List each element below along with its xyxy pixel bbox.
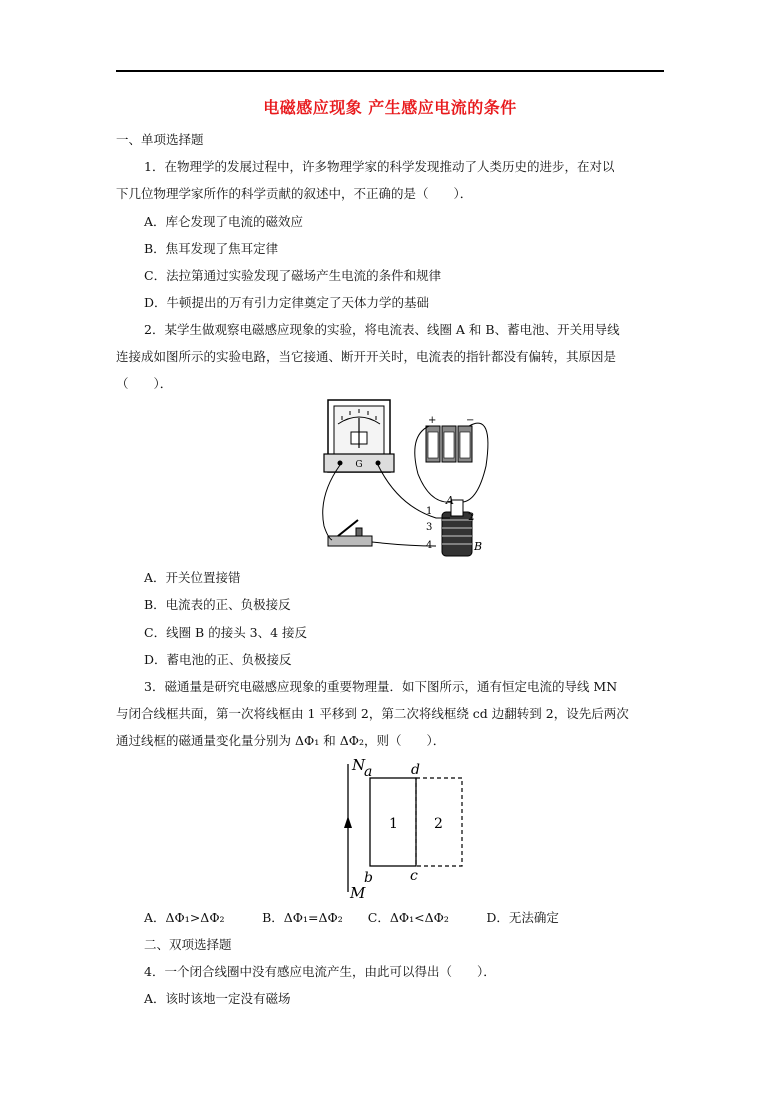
switch	[328, 520, 372, 546]
label-d: d	[411, 762, 420, 778]
label-m: M	[350, 884, 366, 902]
terminal-2: 2	[468, 512, 475, 523]
q1-option-a: A．库仑发现了电流的磁效应	[144, 214, 304, 229]
section-heading-single-choice: 一、单项选择题	[116, 132, 204, 147]
label-b: b	[364, 870, 373, 886]
q2-option-c: C．线圈 B 的接头 3、4 接反	[144, 625, 308, 640]
battery-plus: +	[428, 415, 437, 426]
question-2-text-cont: 连接成如图所示的实验电路，当它接通、断开开关时，电流表的指针都没有偏转，其原因是	[116, 349, 617, 364]
region-1-label: 1	[389, 816, 398, 832]
galvanometer	[324, 400, 394, 472]
question-1-text-cont: 下几位物理学家所作的科学贡献的叙述中，不正确的是（ ）．	[116, 186, 473, 201]
coil-a-label: A	[446, 494, 454, 507]
q4-option-a: A．该时该地一定没有磁场	[144, 991, 291, 1006]
question-3-text-cont: 与闭合线框共面，第一次将线框由 1 平移到 2，第二次将线框绕 cd 边翻转到 2，设先后两次	[116, 706, 629, 721]
label-a: a	[364, 764, 373, 780]
terminal-3: 3	[426, 522, 433, 533]
circuit-figure	[318, 396, 508, 566]
battery-minus: −	[466, 415, 475, 426]
q2-option-b: B．电流表的正、负极接反	[144, 597, 291, 612]
q2-option-a: A．开关位置接错	[144, 570, 241, 585]
coil	[426, 494, 482, 556]
question-2-text: 2．某学生做观察电磁感应现象的实验，将电流表、线圈 A 和 B、蓄电池、开关用导线	[144, 322, 620, 337]
q1-option-b: B．焦耳发现了焦耳定律	[144, 241, 279, 256]
question-1-text: 1．在物理学的发展过程中，许多物理学家的科学发现推动了人类历史的进步，在对以	[144, 159, 615, 174]
q2-option-d: D．蓄电池的正、负极接反	[144, 652, 292, 667]
label-n: N	[352, 756, 366, 774]
question-3-text: 3．磁通量是研究电磁感应现象的重要物理量．如下图所示，通有恒定电流的导线 MN	[144, 679, 618, 694]
coil-b-label: B	[474, 540, 483, 553]
region-2-label: 2	[434, 816, 443, 832]
question-4-text: 4．一个闭合线圈中没有感应电流产生，由此可以得出（ ）．	[144, 964, 496, 979]
meter-label: G	[355, 460, 363, 470]
question-2-text-end: （ ）．	[116, 376, 173, 391]
q3-options: A．ΔΦ₁>ΔΦ₂ B．ΔΦ₁=ΔΦ₂ C．ΔΦ₁<ΔΦ₂ D．无法确定	[144, 910, 559, 925]
q1-option-c: C．法拉第通过实验发现了磁场产生电流的条件和规律	[144, 268, 442, 283]
q1-option-d: D．牛顿提出的万有引力定律奠定了天体力学的基础	[144, 295, 430, 310]
flux-figure	[330, 756, 480, 902]
battery	[426, 415, 474, 462]
current-arrow-icon	[344, 816, 352, 828]
page-title: 电磁感应现象 产生感应电流的条件	[263, 98, 517, 117]
question-3-text-end: 通过线框的磁通量变化量分别为 ΔΦ₁ 和 ΔΦ₂，则（ ）．	[116, 733, 446, 748]
label-c: c	[410, 868, 418, 884]
header-rule	[116, 70, 664, 72]
terminal-4: 4	[426, 540, 433, 551]
section-heading-double-choice: 二、双项选择题	[144, 937, 232, 952]
terminal-1: 1	[426, 506, 433, 517]
